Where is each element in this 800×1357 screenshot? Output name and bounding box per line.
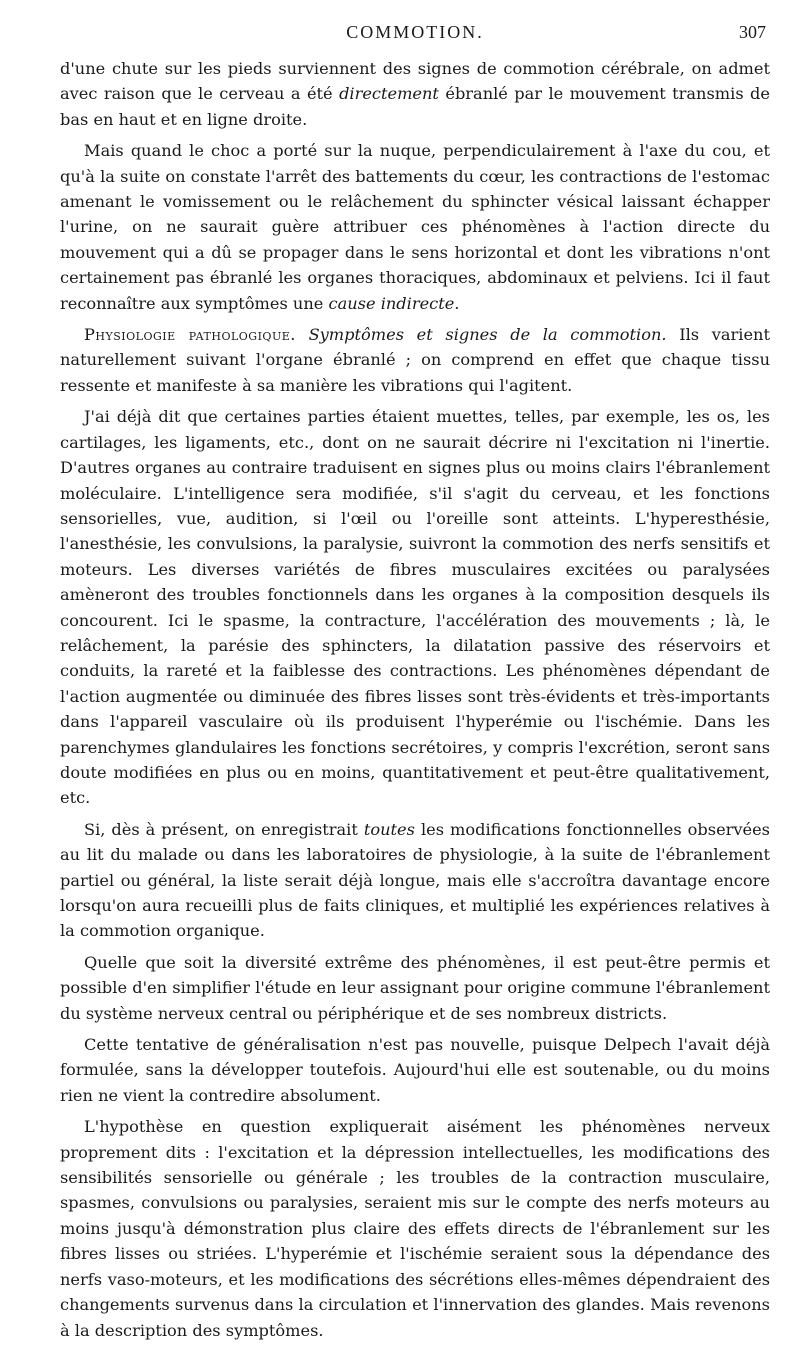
paragraph-4: J'ai déjà dit que certaines parties étaient muettes, telles, par exemple, les os, les cartilages, les ligaments, etc., dont on ne saurait décrire ni l'excitation ni l'inertie. D'autres organes au contraire traduisent en signes plus ou moins clairs l'ébranlement moléculaire. L'intelligence sera modifiée, s'il s'agit du cerveau, et les fonctions sensorielles, vue, audition, si l'œil ou l'oreille sont atteints. L'hyperesthésie, l'anesthésie, les convulsions, la paralysie, suivront la commotion des nerfs sensitifs et moteurs. Les diverses variétés de fibres musculaires excitées ou paralysées amèneront des troubles fonctionnels dans les organes à la composition desquels ils concourent. Ici le spasme, la contracture, l'accélération des mouvements ; là, le relâchement, la parésie des sphincters, la dilatation passive des réservoirs et conduits, la rareté et la faiblesse des contractions. Les phénomènes dépendant de l'action augmentée ou diminuée des fibres lisses sont très-évidents et très-importants dans l'appareil vasculaire où ils produisent l'hyperémie ou l'ischémie. Dans les parenchymes glandulaires les fonctions secrétoires, y compris l'excrétion, seront sans doute modifiées en plus ou en moins, quantitativement et peut-être qualitativement, etc. <box>60 407 770 808</box>
paragraph-6: Quelle que soit la diversité extrême des phénomènes, il est peut-être permis et possible d'en simplifier l'étude en leur assignant pour origine commune l'ébranlement du système nerveux central ou périphérique et de ses nombreux districts. <box>60 952 770 1023</box>
paragraph-2: Mais quand le choc a porté sur la nuque, perpendiculairement à l'axe du cou, et qu'à la suite on constate l'arrêt des battements du cœur, les contractions de l'estomac amenant le vomissement ou le relâchement du sphincter vésical laissant échapper l'urine, on ne saurait guère attribuer ces phénomènes à l'action directe du mouvement qui a dû se propager dans le sens horizontal et dont les vibrations n'ont certainement pas ébranlé les organes thoraciques, abdominaux et pelviens. Ici il faut reconnaître aux symptômes une cause indirecte. <box>60 141 770 313</box>
section-lead: Physiologie pathologique. <box>84 325 296 345</box>
paragraph-5: Si, dès à présent, on enregistrait toutes les modifications fonctionnelles observées au lit du malade ou dans les laboratoires de physiologie, à la suite de l'ébranlement partiel ou général, la liste serait déjà longue, mais elle s'accroîtra davantage encore lorsqu'on aura recueilli plus de faits cliniques, et multiplié les expériences relatives à la commotion organique. <box>60 819 770 941</box>
section-title: Symptômes et signes de la commotion. <box>308 325 667 345</box>
paragraph-1: d'une chute sur les pieds surviennent des signes de commotion cérébrale, on admet avec raison que le cerveau a été directement ébranlé par le mouvement transmis de bas en haut et en ligne droite. <box>60 59 770 129</box>
paragraph-8: L'hypothèse en question expliquerait aisément les phénomènes nerveux proprement dits : l'excitation et la dépression intellectuelles, les modifications des sensibilités sensorielle ou générale ; les troubles de la contraction musculaire, spasmes, convulsions ou paralysies, seraient mis sur le compte des nerfs moteurs au moins jusqu'à démonstration plus claire des effets directs de l'ébranlement sur les fibres lisses ou striées. L'hyperémie et l'ischémie seraient sous la dépendance des nerfs vaso-moteurs, et les modifications des sécrétions elles-mêmes dépendraient des changements survenus dans la circulation et l'innervation des glandes. Mais revenons à la description des symptômes. <box>60 1117 770 1340</box>
running-title: COMMOTION. <box>346 22 484 42</box>
body-text <box>60 56 770 1343</box>
running-header <box>60 22 770 52</box>
paragraph-7: Cette tentative de généralisation n'est pas nouvelle, puisque Delpech l'avait déjà formulée, sans la développer toutefois. Aujourd'hui elle est soutenable, ou du moins rien ne vient la contredire absolument. <box>60 1035 770 1105</box>
document-page <box>60 22 770 1349</box>
paragraph-3-section-heading: Physiologie pathologique. Symptômes et signes de la commotion. Ils varient naturellement suivant l'organe ébranlé ; on comprend en effet que chaque tissu ressente et manifeste à sa manière les vibrations qui l'agitent. <box>60 325 770 395</box>
page-number: 307 <box>739 22 766 42</box>
